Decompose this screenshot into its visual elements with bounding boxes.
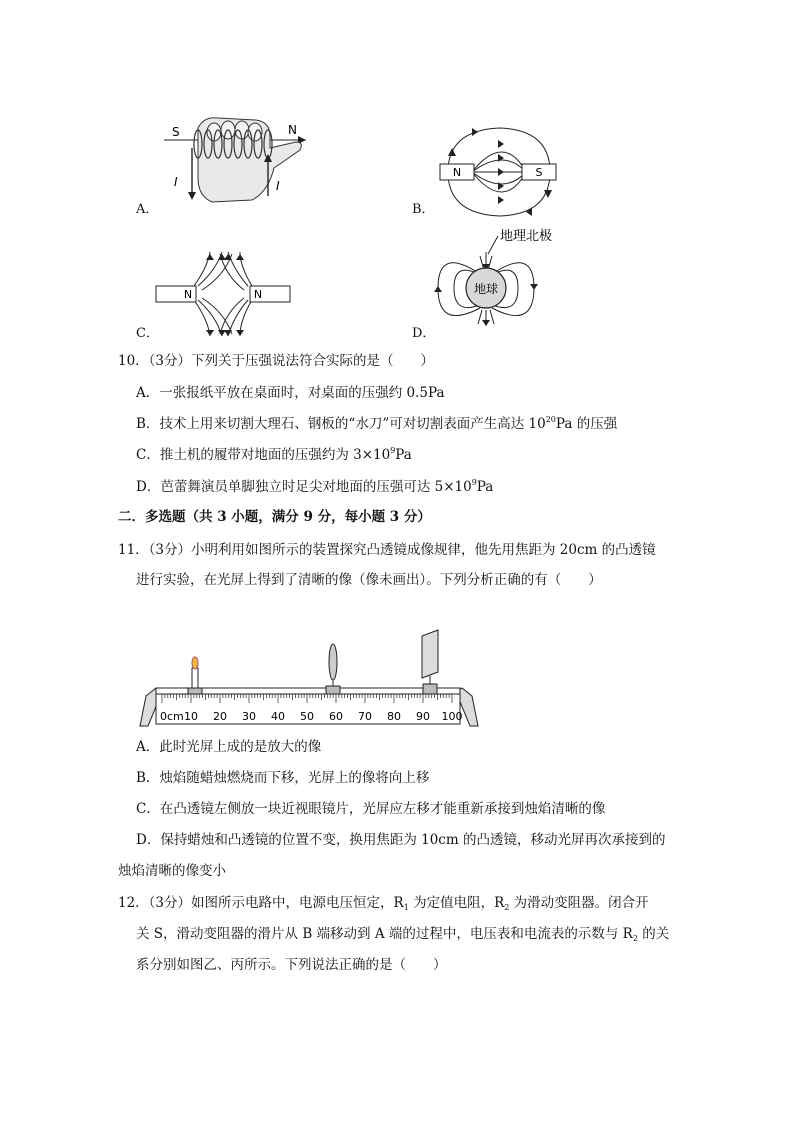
geographic-north-label: 地理北极: [500, 229, 553, 244]
north-pole-label: N: [288, 123, 297, 137]
ruler-label: 30: [242, 710, 256, 723]
ruler-label: 60: [329, 710, 343, 723]
q9-option-b: [408, 120, 568, 220]
ruler-label: 70: [358, 710, 372, 723]
magnet-n-right-label: N: [253, 288, 263, 301]
optical-bench-figure: [138, 628, 480, 732]
ruler-label: 10: [184, 710, 198, 723]
magnet-s-label: S: [535, 166, 543, 179]
q11-option-a: A．此时光屏上成的是放大的像: [136, 739, 322, 755]
q11-option-d-line2: 烛焰清晰的像变小: [118, 863, 226, 879]
light-screen: [422, 630, 438, 694]
convex-lens: [326, 644, 340, 694]
q12-line3: 系分别如图乙、丙所示。下列说法正确的是（ ）: [136, 957, 447, 973]
q9-option-c: [136, 246, 316, 342]
q12-line2: 关 S，滑动变阻器的滑片从 B 端移动到 A 端的过程中，电压表和电流表的示数与 $R_2$ 的关: [136, 926, 670, 943]
q10-option-c: C．推土机的履带对地面的压强约为 $3\times 10^9Pa$: [136, 446, 412, 463]
magnet-nn-field-figure: [136, 246, 316, 342]
q11-stem-line2: 进行实验，在光屏上得到了清晰的像（像未画出）。下列分析正确的有（ ）: [136, 572, 602, 588]
q9-option-d: [408, 226, 568, 346]
q11-option-c: C．在凸透镜左侧放一块近视眼镜片，光屏应左移才能重新承接到烛焰清晰的像: [136, 801, 606, 817]
q10-option-a: A．一张报纸平放在桌面时，对桌面的压强约 0.5Pa: [136, 385, 445, 401]
q10-option-d: D．芭蕾舞演员单脚独立时足尖对地面的压强可达 $5\times 10^9Pa$: [136, 478, 494, 495]
q11-option-d-line1: D．保持蜡烛和凸透镜的位置不变，换用焦距为 10cm 的凸透镜，移动光屏再次承接到的: [136, 832, 666, 848]
q10-option-b: B．技术上用来切割大理石、钢板的“水刀”可对切割表面产生高达 $10^{20}Pa$ 的压强: [136, 415, 618, 432]
q11-stem-line1: 11．（3分）小明利用如图所示的装置探究凸透镜成像规律，他先用焦距为 20cm 的凸透镜: [118, 542, 656, 558]
ruler-label: 90: [416, 710, 430, 723]
ruler-label: 80: [387, 710, 401, 723]
south-pole-label: S: [172, 125, 180, 139]
ruler-label: 0cm: [160, 710, 184, 723]
earth-label: 地球: [473, 282, 499, 296]
option-label-b: B．: [412, 202, 435, 217]
ruler-label: 50: [300, 710, 314, 723]
option-label-a: A．: [136, 202, 159, 217]
q10-stem: 10．（3分）下列关于压强说法符合实际的是（ ）: [118, 353, 435, 369]
right-hand-rule-figure: [136, 108, 316, 218]
q9-option-a: [136, 108, 316, 218]
q12-line1: 12．（3分）如图所示电路中，电源电压恒定，$R_1$ 为定值电阻，$R_2$ 为滑动变阻器。闭合开: [118, 895, 649, 912]
optical-bench-svg: [138, 628, 480, 732]
option-label-d: D．: [412, 326, 436, 341]
ruler-label: 20: [213, 710, 227, 723]
magnet-n-label: N: [452, 166, 462, 179]
section2-heading: 二．多选题（共 3 小题，满分 9 分，每小题 3 分）: [118, 509, 431, 525]
option-label-c: C．: [136, 326, 159, 341]
current-label-right: I: [276, 179, 280, 193]
current-label-left: I: [174, 175, 178, 189]
candle: [188, 657, 202, 694]
ruler-label: 100: [441, 710, 463, 723]
magnet-n-left-label: N: [183, 288, 193, 301]
q11-option-b: B．烛焰随蜡烛燃烧而下移，光屏上的像将向上移: [136, 770, 430, 786]
ruler-label: 40: [271, 710, 285, 723]
